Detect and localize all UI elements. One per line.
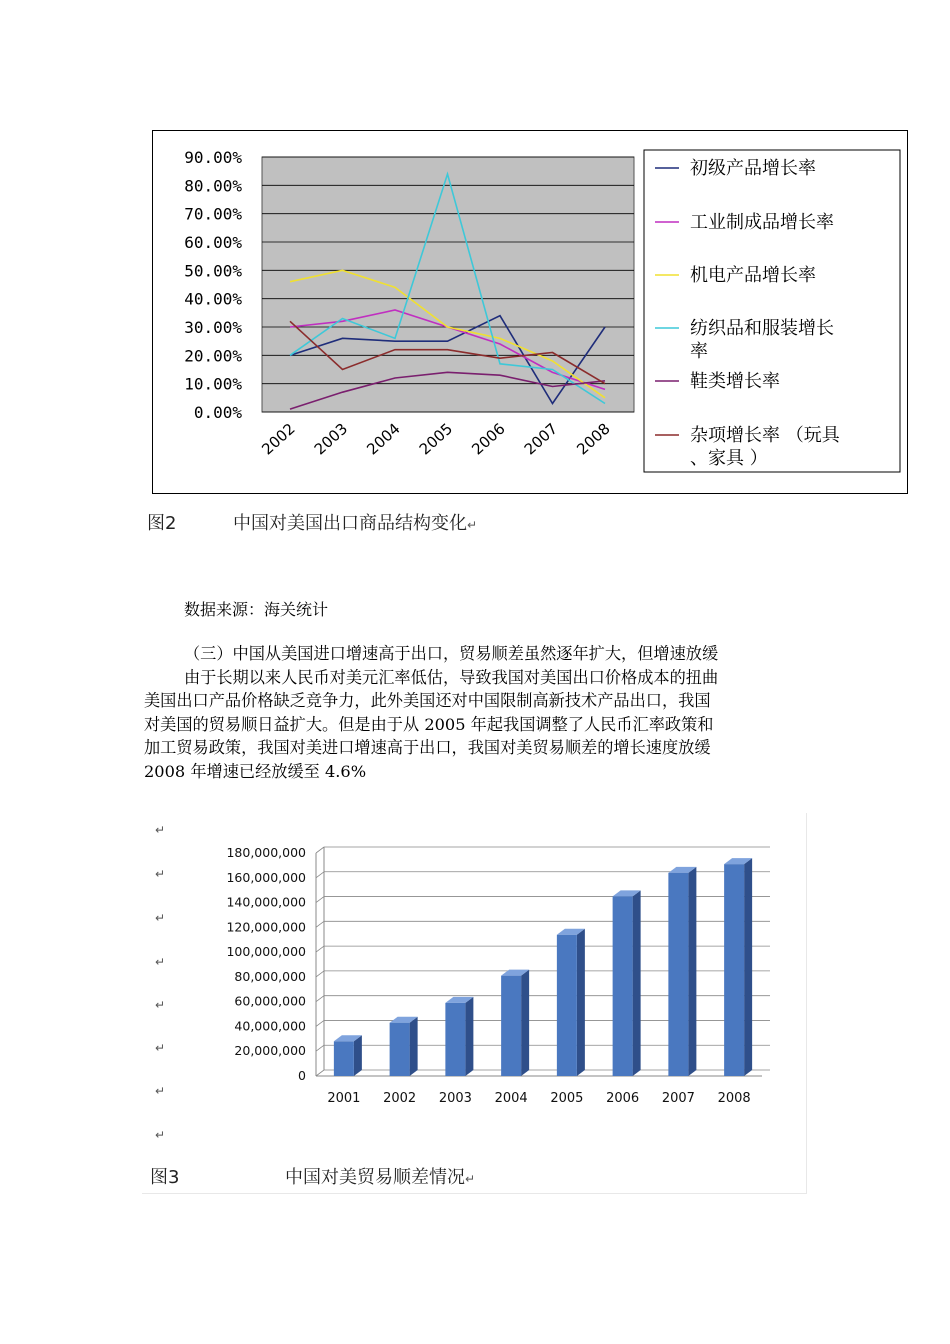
paragraph-line: 2008 年增速已经放缓至 4.6% xyxy=(144,761,367,781)
figure3-number: 图3 xyxy=(150,1167,180,1188)
return-mark: ↵ xyxy=(155,998,166,1012)
bar xyxy=(334,1041,354,1076)
body-paragraph xyxy=(144,642,807,783)
legend-label: 工业制成品增长率 xyxy=(690,212,834,233)
return-mark: ↵ xyxy=(465,1172,476,1186)
x-tick-label: 2001 xyxy=(327,1091,361,1106)
paragraph-line: 加工贸易政策，我国对美进口增速高于出口，我国对美贸易顺差的增长速度放缓 xyxy=(144,738,711,757)
y-tick-label: 60,000,000 xyxy=(234,993,306,1009)
return-mark: ↵ xyxy=(155,1084,166,1098)
bar-side xyxy=(744,858,752,1076)
bar-side xyxy=(688,867,696,1076)
legend-box xyxy=(644,150,900,472)
figure2-number: 图2 xyxy=(147,513,177,534)
bar xyxy=(613,896,633,1076)
trade-surplus-bar-chart xyxy=(192,813,806,1133)
x-tick-label: 2002 xyxy=(383,1091,417,1106)
y-tick-label: 50.00% xyxy=(184,261,242,281)
y-tick-label: 0.00% xyxy=(193,403,242,422)
legend-label: 初级产品增长率 xyxy=(690,158,816,179)
y-tick-label: 80,000,000 xyxy=(234,968,306,984)
paragraph-line: （三）中国从美国进口增速高于出口，贸易顺差虽然逐年扩大，但增速放缓 xyxy=(184,644,719,663)
bar-side xyxy=(633,890,641,1076)
figure2-caption xyxy=(233,509,477,535)
return-mark: ↵ xyxy=(467,518,478,532)
x-tick-label: 2003 xyxy=(310,419,352,459)
legend-label: 率 xyxy=(690,341,708,362)
y-tick-label: 40,000,000 xyxy=(234,1018,306,1034)
legend-label: 机电产品增长率 xyxy=(690,265,816,286)
x-tick-label: 2005 xyxy=(550,1091,584,1106)
x-tick-label: 2008 xyxy=(573,419,614,459)
x-tick-label: 2007 xyxy=(520,419,562,459)
y-tick-label: 100,000,000 xyxy=(226,944,306,960)
x-tick-label: 2006 xyxy=(468,419,509,459)
y-tick-label: 70.00% xyxy=(184,204,242,224)
bar-side xyxy=(521,970,529,1076)
paragraph-line: 由于长期以来人民币对美元汇率低估，导致我国对美国出口价格成本的扭曲 xyxy=(184,667,719,687)
return-mark: ↵ xyxy=(155,1128,166,1142)
bar xyxy=(390,1023,410,1076)
figure3-caption xyxy=(285,1163,475,1189)
x-tick-label: 2008 xyxy=(717,1091,751,1106)
legend-label: 、家具 ） xyxy=(690,448,768,469)
y-tick-label: 40.00% xyxy=(184,289,242,309)
y-tick-label: 20,000,000 xyxy=(234,1043,306,1059)
plot-area xyxy=(262,157,634,412)
bar xyxy=(501,976,521,1076)
y-tick-label: 120,000,000 xyxy=(226,919,306,935)
return-mark: ↵ xyxy=(155,867,166,881)
bar xyxy=(724,864,744,1076)
x-tick-label: 2003 xyxy=(438,1091,472,1106)
bar xyxy=(445,1003,465,1076)
y-tick-label: 20.00% xyxy=(184,346,242,366)
bar-side xyxy=(354,1035,362,1076)
bar-side xyxy=(465,997,473,1076)
y-tick-label: 10.00% xyxy=(184,374,242,394)
y-tick-label: 160,000,000 xyxy=(226,869,306,885)
legend-label: 纺织品和服装增长 xyxy=(690,318,834,339)
x-tick-label: 2007 xyxy=(661,1091,695,1106)
export-structure-line-chart xyxy=(152,130,908,494)
x-tick-label: 2006 xyxy=(606,1091,640,1106)
x-tick-label: 2005 xyxy=(415,419,457,459)
return-mark: ↵ xyxy=(155,1041,166,1055)
y-tick-label: 30.00% xyxy=(184,318,242,337)
x-tick-label: 2004 xyxy=(363,419,404,459)
y-tick-label: 80.00% xyxy=(184,176,242,196)
x-tick-label: 2004 xyxy=(494,1091,528,1106)
y-tick-label: 140,000,000 xyxy=(226,894,306,910)
y-tick-label: 60.00% xyxy=(184,233,242,252)
return-mark: ↵ xyxy=(155,911,166,925)
paragraph-line: 美国出口产品价格缺乏竞争力，此外美国还对中国限制高新技术产品出口，我国 xyxy=(144,691,711,710)
paragraph-line: 对美国的贸易顺日益扩大。但是由于从 2005 年起我国调整了人民币汇率政策和 xyxy=(144,714,714,734)
figure2-title: 中国对美国出口商品结构变化 xyxy=(233,513,467,534)
y-tick-label: 90.00% xyxy=(184,148,242,167)
data-source-note: 数据来源：海关统计 xyxy=(184,600,329,619)
bar xyxy=(668,873,688,1076)
bar-side xyxy=(577,929,585,1076)
bar xyxy=(557,935,577,1076)
y-tick-label: 180,000,000 xyxy=(226,845,306,860)
figure3-title: 中国对美贸易顺差情况 xyxy=(285,1167,465,1188)
x-tick-label: 2002 xyxy=(258,419,299,459)
return-mark: ↵ xyxy=(155,955,166,969)
legend-label: 杂项增长率 （玩具 xyxy=(690,425,840,446)
legend-label: 鞋类增长率 xyxy=(690,371,780,392)
y-tick-label: 0 xyxy=(298,1068,306,1083)
return-mark: ↵ xyxy=(155,823,166,837)
bar-side xyxy=(410,1017,418,1076)
